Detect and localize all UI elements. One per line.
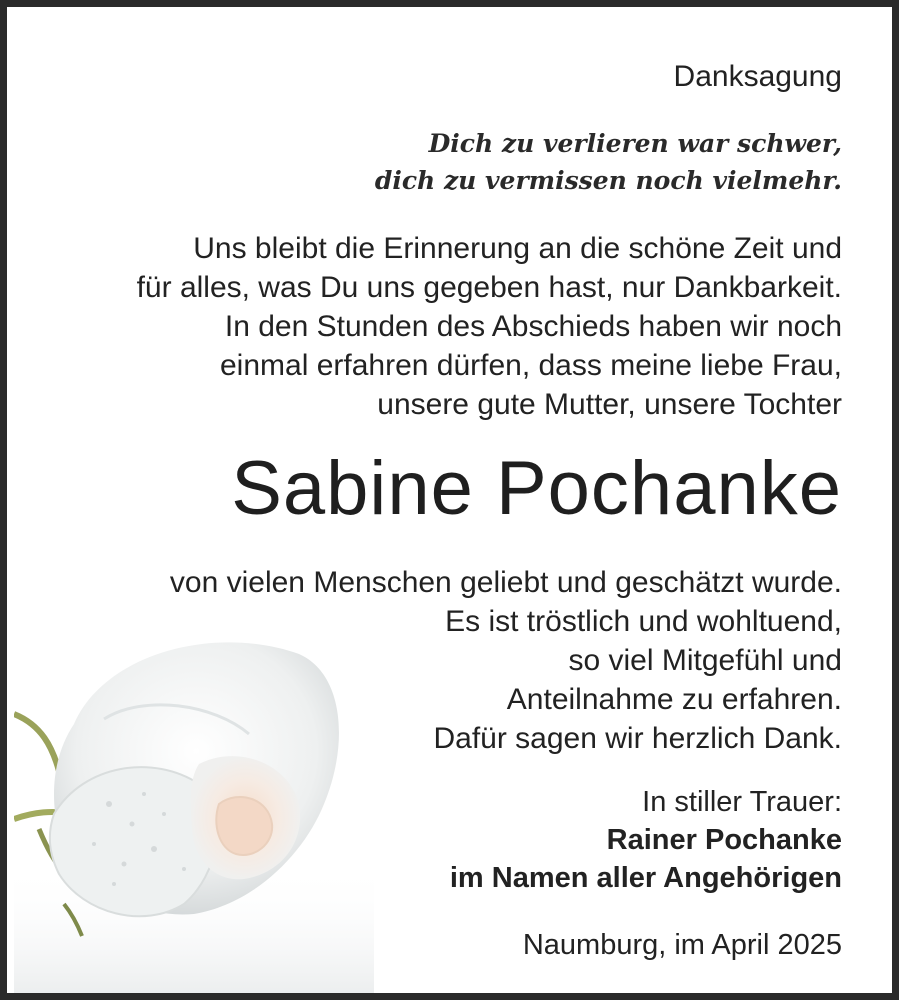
body-line: Dafür sagen wir herzlich Dank. xyxy=(433,722,842,755)
intro-text xyxy=(137,229,842,424)
body-line: Es ist tröstlich und wohltuend, xyxy=(445,605,842,638)
body-line: so viel Mitgefühl und xyxy=(568,644,842,677)
body-line: Anteilnahme zu erfahren. xyxy=(506,683,842,716)
place-date: Naumburg, im April 2025 xyxy=(522,929,842,961)
mourners-block xyxy=(450,783,842,897)
mourners-intro: In stiller Trauer: xyxy=(642,786,842,818)
motto xyxy=(375,125,842,199)
deceased-name: Sabine Pochanke xyxy=(231,446,842,531)
body-line: von vielen Menschen geliebt und geschätzt wurde. xyxy=(169,566,842,599)
motto-line: dich zu vermissen noch vielmehr. xyxy=(374,166,842,195)
intro-line: einmal erfahren dürfen, dass meine liebe Frau, xyxy=(219,349,842,382)
intro-line: unsere gute Mutter, unsere Tochter xyxy=(377,388,842,421)
body-text xyxy=(170,563,842,758)
mourner-name: Rainer Pochanke xyxy=(606,824,842,856)
intro-line: für alles, was Du uns gegeben hast, nur Dankbarkeit. xyxy=(136,271,842,304)
mourners-family: im Namen aller Angehörigen xyxy=(449,862,842,894)
intro-line: In den Stunden des Abschieds haben wir noch xyxy=(224,310,842,343)
motto-line: Dich zu verlieren war schwer, xyxy=(428,129,842,158)
heading: Danksagung xyxy=(673,60,842,93)
intro-line: Uns bleibt die Erinnerung an die schöne Zeit und xyxy=(193,232,842,265)
